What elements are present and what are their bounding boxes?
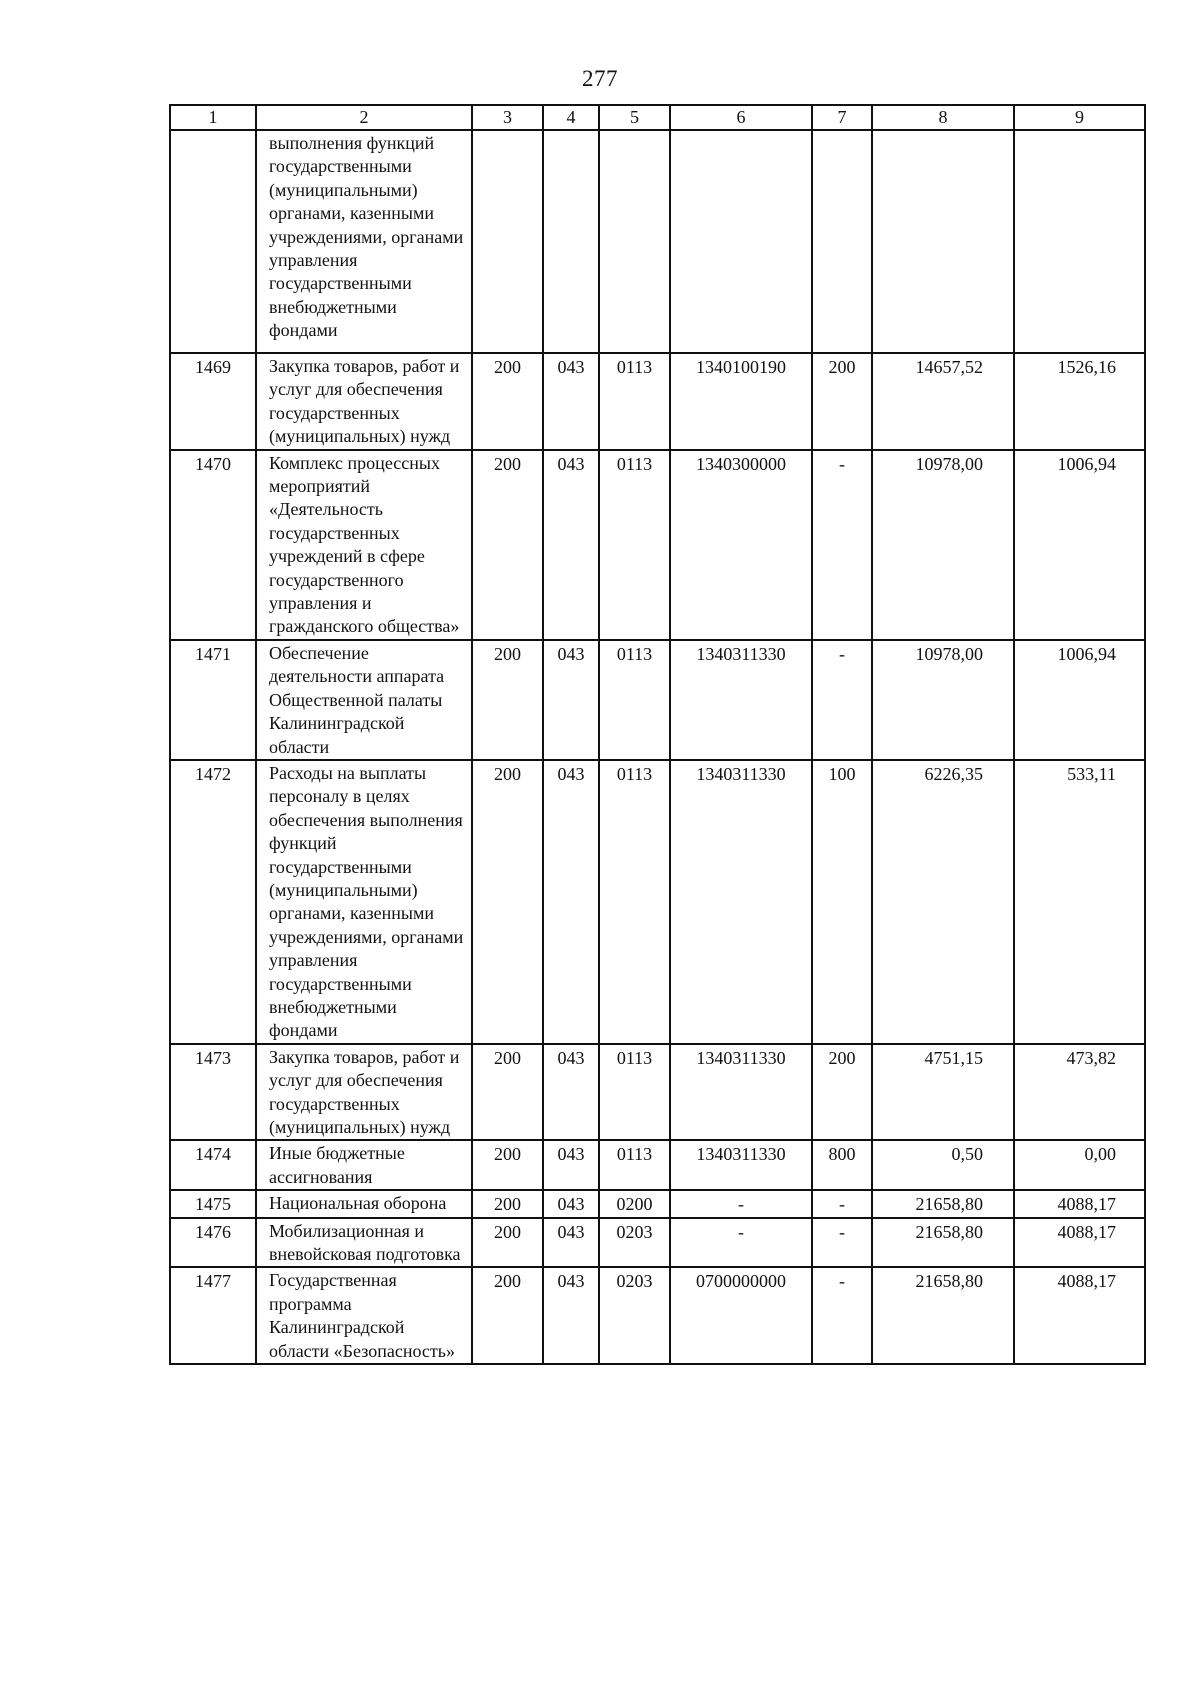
page-number: 277 [582,66,618,91]
cell-c6: 1340311330 [670,640,812,760]
cell-num: 1470 [170,450,256,640]
cell-c6: 1340311330 [670,1044,812,1141]
col-header-2: 2 [256,105,472,130]
cell-c4: 043 [543,450,599,640]
cell-c9: 473,82 [1014,1044,1145,1141]
cell-c8: 10978,00 [872,450,1014,640]
cell-c8: 6226,35 [872,760,1014,1044]
cell-c8: 21658,80 [872,1190,1014,1217]
table-row-continuation [170,130,1145,353]
cell-name: Государственная программа Калининградской области «Безопасность» [256,1267,472,1364]
col-header-7: 7 [812,105,872,130]
cell-num: 1474 [170,1140,256,1190]
cell-c5: 0200 [599,1190,670,1217]
cell-c4: 043 [543,1044,599,1141]
cell-c4 [543,130,599,353]
cell-c9: 4088,17 [1014,1218,1145,1268]
cell-c8: 4751,15 [872,1044,1014,1141]
cell-c3: 200 [472,1190,543,1217]
cell-c7: 200 [812,353,872,450]
cell-c8: 14657,52 [872,353,1014,450]
col-header-1: 1 [170,105,256,130]
cell-c4: 043 [543,1218,599,1268]
table-row [170,1140,1145,1190]
cell-c9 [1014,130,1145,353]
cell-c7: - [812,1190,872,1217]
cell-c5: 0203 [599,1267,670,1364]
cell-c6: 1340311330 [670,760,812,1044]
cell-name: Закупка товаров, работ и услуг для обеспечения государственных (муниципальных) нужд [256,1044,472,1141]
cell-c3: 200 [472,1140,543,1190]
cell-c5: 0113 [599,640,670,760]
cell-c3: 200 [472,1218,543,1268]
cell-name: Расходы на выплаты персоналу в целях обеспечения выполнения функций государственными (муниципальными) органами, казенными учреждениями, органами управления государственными внебюджетными фондами [256,760,472,1044]
cell-c7: - [812,450,872,640]
col-header-9: 9 [1014,105,1145,130]
cell-c7: 200 [812,1044,872,1141]
cell-num: 1473 [170,1044,256,1141]
cell-c9: 4088,17 [1014,1267,1145,1364]
cell-num: 1469 [170,353,256,450]
cell-c3: 200 [472,1044,543,1141]
cell-num: 1477 [170,1267,256,1364]
cell-c9: 533,11 [1014,760,1145,1044]
cell-name: выполнения функций государственными (муниципальными) органами, казенными учреждениями, органами управления государственными внебюджетными фондами [256,130,472,353]
cell-c9: 4088,17 [1014,1190,1145,1217]
col-header-5: 5 [599,105,670,130]
cell-c6: 0700000000 [670,1267,812,1364]
cell-c3: 200 [472,353,543,450]
budget-table [169,104,1146,1365]
cell-c6: 1340300000 [670,450,812,640]
cell-num [170,130,256,353]
table-row [170,353,1145,450]
cell-c5: 0113 [599,760,670,1044]
cell-c7 [812,130,872,353]
cell-c9: 1006,94 [1014,450,1145,640]
cell-c8: 21658,80 [872,1267,1014,1364]
cell-num: 1471 [170,640,256,760]
cell-c6: 1340311330 [670,1140,812,1190]
cell-c7: 100 [812,760,872,1044]
table-row [170,1044,1145,1141]
cell-c5 [599,130,670,353]
cell-num: 1472 [170,760,256,1044]
table-row [170,760,1145,1044]
table-row [170,1218,1145,1268]
cell-c7: 800 [812,1140,872,1190]
table-row [170,640,1145,760]
cell-name: Закупка товаров, работ и услуг для обеспечения государственных (муниципальных) нужд [256,353,472,450]
cell-c3: 200 [472,640,543,760]
cell-c5: 0113 [599,450,670,640]
cell-c4: 043 [543,1190,599,1217]
header-row [170,105,1145,130]
table-row [170,450,1145,640]
cell-c6: - [670,1190,812,1217]
cell-c8 [872,130,1014,353]
cell-c4: 043 [543,1267,599,1364]
cell-c6: - [670,1218,812,1268]
cell-c9: 0,00 [1014,1140,1145,1190]
col-header-4: 4 [543,105,599,130]
cell-c7: - [812,1267,872,1364]
cell-name: Мобилизационная и вневойсковая подготовка [256,1218,472,1268]
cell-c3 [472,130,543,353]
cell-c5: 0203 [599,1218,670,1268]
cell-c8: 10978,00 [872,640,1014,760]
cell-c4: 043 [543,353,599,450]
table-row [170,1267,1145,1364]
cell-c3: 200 [472,450,543,640]
cell-c6 [670,130,812,353]
cell-c8: 21658,80 [872,1218,1014,1268]
table-row [170,1190,1145,1217]
cell-c4: 043 [543,1140,599,1190]
cell-c3: 200 [472,1267,543,1364]
cell-name: Иные бюджетные ассигнования [256,1140,472,1190]
col-header-6: 6 [670,105,812,130]
cell-c3: 200 [472,760,543,1044]
cell-name: Национальная оборона [256,1190,472,1217]
cell-c7: - [812,1218,872,1268]
cell-c9: 1526,16 [1014,353,1145,450]
cell-c7: - [812,640,872,760]
cell-c4: 043 [543,640,599,760]
cell-c5: 0113 [599,353,670,450]
cell-num: 1476 [170,1218,256,1268]
cell-name: Комплекс процессных мероприятий «Деятельность государственных учреждений в сфере государственного управления и гражданского общества» [256,450,472,640]
cell-c8: 0,50 [872,1140,1014,1190]
cell-name: Обеспечение деятельности аппарата Общественной палаты Калининградской области [256,640,472,760]
cell-num: 1475 [170,1190,256,1217]
col-header-8: 8 [872,105,1014,130]
cell-c9: 1006,94 [1014,640,1145,760]
col-header-3: 3 [472,105,543,130]
cell-c4: 043 [543,760,599,1044]
cell-c5: 0113 [599,1140,670,1190]
cell-c5: 0113 [599,1044,670,1141]
cell-c6: 1340100190 [670,353,812,450]
